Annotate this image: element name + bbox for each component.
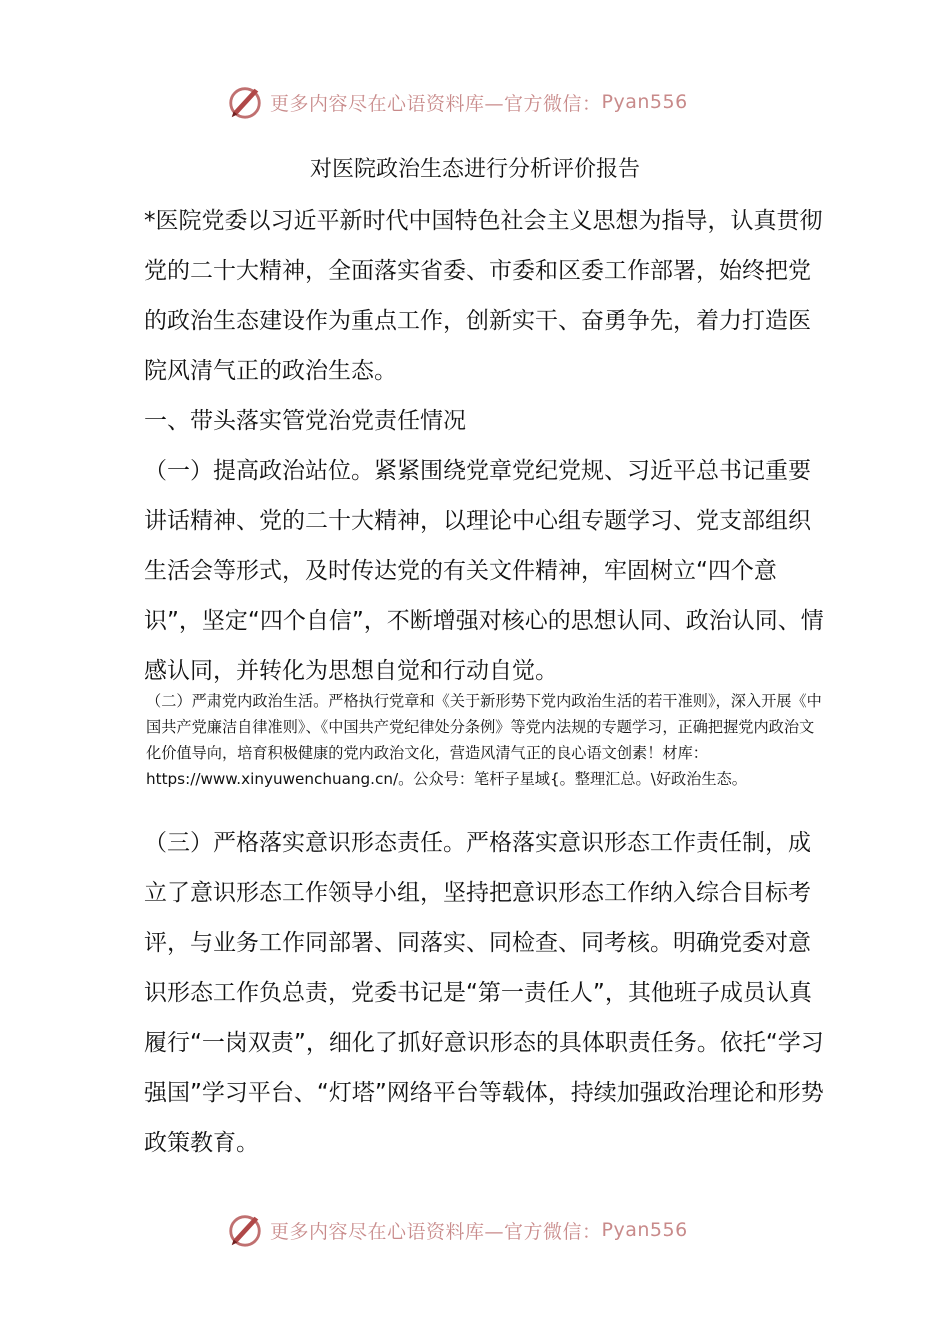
intro-paragraph: *医院党委以习近平新时代中国特色社会主义思想为指导，认真贯彻党的二十大精神，全面落实省委、市委和区委工作部署，始终把党的政治生态建设作为重点工作，创新实干、奋勇争先，着力打造医院风清气正的政治生态。 [144,208,823,384]
paragraph-3: （三）严格落实意识形态责任。严格落实意识形态工作责任制，成立了意识形态工作领导小组，坚持把意识形态工作纳入综合目标考评，与业务工作同部署、同落实、同检查、同考核。明确党委对意识形态工作负总责，党委书记是“第一责任人”，其他班子成员认真履行“一岗双责”，细化了抓好意识形态的具体职责任务。依托“学习强国”学习平台、“灯塔”网络平台等载体，持续加强政治理论和形势政策教育。 [144,830,824,1156]
header-watermark-banner [226,82,688,122]
paragraph-2: （二）严肃党内政治生活。严格执行党章和《关于新形势下党内政治生活的若干准则》，深入开展《中国共产党廉洁自律准则》、《中国共产党纪律处分条例》等党内法规的专题学习，正确把握党内政治文化价值导向，培育积极健康的党内政治文化，营造风清气正的良心语文创素！材库：https://www.xinyuwenchuang.cn/。公众号：笔杆子星域{。整理汇总。\好政治生态。 [146,692,822,788]
footer-watermark-banner [226,1210,688,1250]
section-heading: 一、带头落实管党治党责任情况 [144,408,466,434]
document-title: 对医院政治生态进行分析评价报告 [309,157,640,182]
banner-wechat-id: Pyan556 [601,1219,688,1241]
paragraph-1: （一）提高政治站位。紧紧围绕党章党纪党规、习近平总书记重要讲话精神、党的二十大精神，以理论中心组专题学习、党支部组织生活会等形式，及时传达党的有关文件精神，牢固树立“四个意识”，坚定“四个自信”，不断增强对核心的思想认同、政治认同、情感认同，并转化为思想自觉和行动自觉。 [144,458,824,684]
pen-logo-icon [226,83,264,121]
banner-wechat-id: Pyan556 [601,91,688,113]
pen-logo-icon [226,1211,264,1249]
banner-text: 更多内容尽在心语资料库—官方微信： [270,1220,602,1243]
banner-text: 更多内容尽在心语资料库—官方微信： [270,92,602,115]
